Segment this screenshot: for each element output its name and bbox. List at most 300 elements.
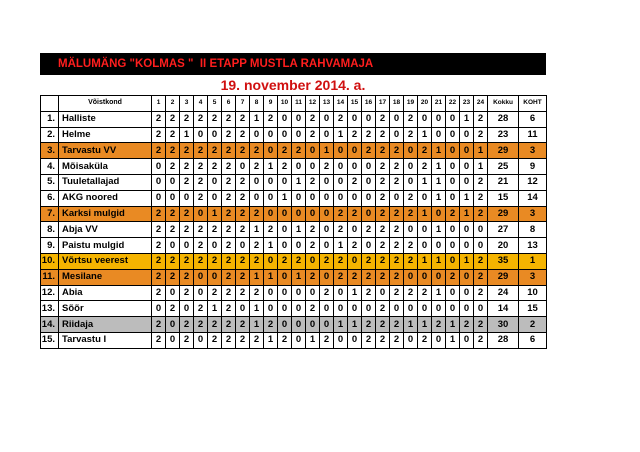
round-score: 1 xyxy=(432,190,446,206)
round-score: 1 xyxy=(432,285,446,301)
table-row xyxy=(41,285,547,301)
round-score: 0 xyxy=(264,174,278,190)
round-score: 0 xyxy=(334,143,348,159)
table-row xyxy=(41,317,547,333)
team-name: Sõõr xyxy=(59,301,152,317)
round-score: 2 xyxy=(194,111,208,127)
round-score: 1 xyxy=(474,159,488,175)
round-score: 2 xyxy=(404,285,418,301)
round-score: 2 xyxy=(376,159,390,175)
round-score: 2 xyxy=(432,317,446,333)
round-score: 2 xyxy=(180,143,194,159)
round-score: 0 xyxy=(166,285,180,301)
round-score: 2 xyxy=(362,143,376,159)
table-row xyxy=(41,127,547,143)
header-round-24: 24 xyxy=(474,96,488,112)
round-score: 1 xyxy=(348,285,362,301)
round-score: 2 xyxy=(390,159,404,175)
round-score: 2 xyxy=(376,332,390,348)
round-score: 1 xyxy=(418,317,432,333)
round-score: 1 xyxy=(264,238,278,254)
round-score: 1 xyxy=(432,253,446,269)
round-score: 2 xyxy=(348,206,362,222)
round-score: 2 xyxy=(194,143,208,159)
round-score: 2 xyxy=(250,143,264,159)
round-score: 0 xyxy=(432,301,446,317)
round-score: 1 xyxy=(446,332,460,348)
table-row xyxy=(41,332,547,348)
round-score: 1 xyxy=(208,301,222,317)
round-score: 0 xyxy=(292,301,306,317)
round-score: 2 xyxy=(278,159,292,175)
header-round-20: 20 xyxy=(418,96,432,112)
round-score: 0 xyxy=(292,190,306,206)
team-name: Paistu mulgid xyxy=(59,238,152,254)
round-score: 0 xyxy=(236,238,250,254)
round-score: 2 xyxy=(334,269,348,285)
round-score: 2 xyxy=(236,111,250,127)
round-score: 2 xyxy=(362,285,376,301)
header-round-15: 15 xyxy=(348,96,362,112)
round-score: 2 xyxy=(362,269,376,285)
round-score: 1 xyxy=(460,190,474,206)
round-score: 2 xyxy=(208,253,222,269)
round-score: 0 xyxy=(362,190,376,206)
row-number: 7. xyxy=(41,206,59,222)
round-score: 2 xyxy=(166,127,180,143)
round-score: 1 xyxy=(334,127,348,143)
round-score: 2 xyxy=(418,143,432,159)
total-score: 29 xyxy=(488,206,519,222)
round-score: 0 xyxy=(292,127,306,143)
round-score: 0 xyxy=(404,174,418,190)
round-score: 0 xyxy=(474,301,488,317)
round-score: 2 xyxy=(376,317,390,333)
round-score: 2 xyxy=(180,269,194,285)
round-score: 2 xyxy=(222,111,236,127)
header-round-11: 11 xyxy=(292,96,306,112)
round-score: 2 xyxy=(236,269,250,285)
table-row xyxy=(41,190,547,206)
round-score: 2 xyxy=(320,332,334,348)
round-score: 0 xyxy=(194,127,208,143)
round-score: 0 xyxy=(292,332,306,348)
round-score: 0 xyxy=(432,269,446,285)
round-score: 0 xyxy=(208,238,222,254)
round-score: 0 xyxy=(418,301,432,317)
round-score: 2 xyxy=(446,206,460,222)
round-score: 0 xyxy=(446,253,460,269)
total-score: 30 xyxy=(488,317,519,333)
round-score: 2 xyxy=(166,222,180,238)
round-score: 2 xyxy=(208,111,222,127)
round-score: 2 xyxy=(250,238,264,254)
round-score: 2 xyxy=(152,317,166,333)
round-score: 2 xyxy=(152,238,166,254)
header-total: Kokku xyxy=(488,96,519,112)
round-score: 1 xyxy=(306,332,320,348)
round-score: 0 xyxy=(320,301,334,317)
round-score: 2 xyxy=(152,222,166,238)
round-score: 0 xyxy=(166,332,180,348)
round-score: 2 xyxy=(474,253,488,269)
round-score: 1 xyxy=(418,253,432,269)
round-score: 0 xyxy=(180,190,194,206)
round-score: 2 xyxy=(390,332,404,348)
round-score: 2 xyxy=(152,285,166,301)
round-score: 0 xyxy=(390,111,404,127)
round-score: 0 xyxy=(418,269,432,285)
round-score: 2 xyxy=(222,301,236,317)
round-score: 0 xyxy=(278,301,292,317)
round-score: 0 xyxy=(320,111,334,127)
round-score: 2 xyxy=(222,253,236,269)
round-score: 2 xyxy=(166,269,180,285)
round-score: 2 xyxy=(320,159,334,175)
round-score: 2 xyxy=(236,222,250,238)
round-score: 0 xyxy=(320,222,334,238)
round-score: 0 xyxy=(460,174,474,190)
round-score: 0 xyxy=(446,301,460,317)
round-score: 2 xyxy=(180,285,194,301)
team-name: Tarvastu VV xyxy=(59,143,152,159)
round-score: 2 xyxy=(376,174,390,190)
round-score: 2 xyxy=(362,317,376,333)
total-score: 25 xyxy=(488,159,519,175)
row-number: 2. xyxy=(41,127,59,143)
round-score: 2 xyxy=(180,111,194,127)
round-score: 0 xyxy=(152,301,166,317)
round-score: 2 xyxy=(222,143,236,159)
table-row xyxy=(41,143,547,159)
round-score: 2 xyxy=(152,269,166,285)
round-score: 2 xyxy=(474,127,488,143)
round-score: 2 xyxy=(264,317,278,333)
round-score: 0 xyxy=(320,174,334,190)
round-score: 1 xyxy=(460,206,474,222)
round-score: 2 xyxy=(376,111,390,127)
total-score: 28 xyxy=(488,332,519,348)
round-score: 1 xyxy=(292,222,306,238)
row-number: 14. xyxy=(41,317,59,333)
round-score: 2 xyxy=(474,269,488,285)
round-score: 0 xyxy=(306,143,320,159)
header-round-13: 13 xyxy=(320,96,334,112)
round-score: 2 xyxy=(250,206,264,222)
place: 9 xyxy=(519,159,547,175)
round-score: 2 xyxy=(334,111,348,127)
round-score: 2 xyxy=(376,222,390,238)
round-score: 1 xyxy=(432,174,446,190)
round-score: 2 xyxy=(194,159,208,175)
round-score: 0 xyxy=(250,190,264,206)
round-score: 2 xyxy=(474,174,488,190)
round-score: 2 xyxy=(390,143,404,159)
place: 6 xyxy=(519,332,547,348)
team-name: Mõisaküla xyxy=(59,159,152,175)
team-name: Helme xyxy=(59,127,152,143)
round-score: 0 xyxy=(194,332,208,348)
header-round-17: 17 xyxy=(376,96,390,112)
round-score: 0 xyxy=(208,127,222,143)
round-score: 2 xyxy=(474,190,488,206)
place: 12 xyxy=(519,174,547,190)
round-score: 2 xyxy=(334,222,348,238)
row-number: 10. xyxy=(41,253,59,269)
round-score: 0 xyxy=(292,111,306,127)
header-round-2: 2 xyxy=(166,96,180,112)
round-score: 2 xyxy=(390,238,404,254)
round-score: 2 xyxy=(250,332,264,348)
total-score: 15 xyxy=(488,190,519,206)
round-score: 1 xyxy=(404,317,418,333)
round-score: 0 xyxy=(348,253,362,269)
team-name: AKG noored xyxy=(59,190,152,206)
round-score: 0 xyxy=(348,222,362,238)
round-score: 0 xyxy=(306,285,320,301)
total-score: 14 xyxy=(488,301,519,317)
table-row xyxy=(41,253,547,269)
round-score: 0 xyxy=(278,174,292,190)
round-score: 0 xyxy=(264,127,278,143)
row-number: 12. xyxy=(41,285,59,301)
round-score: 0 xyxy=(320,127,334,143)
round-score: 2 xyxy=(152,253,166,269)
team-name: Abja VV xyxy=(59,222,152,238)
round-score: 0 xyxy=(278,317,292,333)
place: 13 xyxy=(519,238,547,254)
team-name: Halliste xyxy=(59,111,152,127)
table-row xyxy=(41,238,547,254)
round-score: 0 xyxy=(446,190,460,206)
round-score: 1 xyxy=(348,317,362,333)
round-score: 2 xyxy=(222,317,236,333)
round-score: 0 xyxy=(334,301,348,317)
round-score: 2 xyxy=(404,253,418,269)
total-score: 35 xyxy=(488,253,519,269)
round-score: 0 xyxy=(460,269,474,285)
round-score: 2 xyxy=(404,111,418,127)
round-score: 2 xyxy=(404,190,418,206)
round-score: 2 xyxy=(306,238,320,254)
round-score: 2 xyxy=(362,332,376,348)
round-score: 0 xyxy=(348,143,362,159)
round-score: 2 xyxy=(152,111,166,127)
round-score: 0 xyxy=(292,159,306,175)
round-score: 2 xyxy=(264,222,278,238)
round-score: 0 xyxy=(460,238,474,254)
round-score: 2 xyxy=(306,269,320,285)
total-score: 24 xyxy=(488,285,519,301)
round-score: 2 xyxy=(180,253,194,269)
round-score: 2 xyxy=(376,238,390,254)
place: 2 xyxy=(519,317,547,333)
header-team: Võistkond xyxy=(59,96,152,112)
round-score: 2 xyxy=(152,127,166,143)
round-score: 2 xyxy=(376,143,390,159)
round-score: 0 xyxy=(334,159,348,175)
round-score: 0 xyxy=(432,127,446,143)
round-score: 2 xyxy=(194,301,208,317)
header-round-10: 10 xyxy=(278,96,292,112)
round-score: 1 xyxy=(320,143,334,159)
round-score: 2 xyxy=(194,174,208,190)
round-score: 0 xyxy=(460,159,474,175)
row-number: 6. xyxy=(41,190,59,206)
round-score: 0 xyxy=(362,174,376,190)
total-score: 20 xyxy=(488,238,519,254)
round-score: 0 xyxy=(152,190,166,206)
round-score: 2 xyxy=(320,253,334,269)
round-score: 0 xyxy=(446,238,460,254)
round-score: 0 xyxy=(278,269,292,285)
round-score: 2 xyxy=(236,253,250,269)
round-score: 1 xyxy=(446,317,460,333)
round-score: 0 xyxy=(432,206,446,222)
header-round-18: 18 xyxy=(390,96,404,112)
round-score: 2 xyxy=(166,253,180,269)
round-score: 1 xyxy=(278,190,292,206)
round-score: 2 xyxy=(166,143,180,159)
round-score: 0 xyxy=(264,206,278,222)
row-number: 3. xyxy=(41,143,59,159)
round-score: 2 xyxy=(362,253,376,269)
round-score: 1 xyxy=(418,206,432,222)
round-score: 0 xyxy=(460,301,474,317)
round-score: 0 xyxy=(278,206,292,222)
round-score: 0 xyxy=(278,238,292,254)
round-score: 0 xyxy=(474,238,488,254)
row-number: 8. xyxy=(41,222,59,238)
round-score: 2 xyxy=(194,190,208,206)
round-score: 2 xyxy=(194,238,208,254)
team-name: Tarvastu I xyxy=(59,332,152,348)
row-number: 1. xyxy=(41,111,59,127)
round-score: 2 xyxy=(236,127,250,143)
round-score: 2 xyxy=(306,301,320,317)
round-score: 1 xyxy=(334,317,348,333)
round-score: 0 xyxy=(236,159,250,175)
round-score: 2 xyxy=(236,206,250,222)
round-score: 2 xyxy=(278,253,292,269)
round-score: 2 xyxy=(222,174,236,190)
round-score: 2 xyxy=(460,317,474,333)
round-score: 0 xyxy=(460,222,474,238)
round-score: 1 xyxy=(250,317,264,333)
round-score: 0 xyxy=(152,174,166,190)
round-score: 0 xyxy=(194,206,208,222)
round-score: 1 xyxy=(180,127,194,143)
round-score: 2 xyxy=(166,111,180,127)
round-score: 0 xyxy=(460,127,474,143)
header-round-5: 5 xyxy=(208,96,222,112)
round-score: 0 xyxy=(208,190,222,206)
round-score: 2 xyxy=(334,253,348,269)
round-score: 2 xyxy=(320,285,334,301)
results-table xyxy=(40,95,547,349)
round-score: 2 xyxy=(474,111,488,127)
header-round-6: 6 xyxy=(222,96,236,112)
round-score: 2 xyxy=(474,317,488,333)
round-score: 1 xyxy=(460,253,474,269)
round-score: 2 xyxy=(418,285,432,301)
round-score: 1 xyxy=(474,143,488,159)
round-score: 1 xyxy=(264,332,278,348)
round-score: 2 xyxy=(390,317,404,333)
round-score: 2 xyxy=(236,190,250,206)
table-row xyxy=(41,159,547,175)
round-score: 2 xyxy=(152,143,166,159)
round-score: 2 xyxy=(152,332,166,348)
place: 6 xyxy=(519,111,547,127)
round-score: 0 xyxy=(264,190,278,206)
round-score: 2 xyxy=(250,253,264,269)
round-score: 0 xyxy=(264,285,278,301)
round-score: 0 xyxy=(404,301,418,317)
round-score: 2 xyxy=(376,127,390,143)
round-score: 0 xyxy=(306,317,320,333)
header-number xyxy=(41,96,59,112)
round-score: 2 xyxy=(278,143,292,159)
round-score: 1 xyxy=(250,269,264,285)
round-score: 0 xyxy=(320,206,334,222)
round-score: 0 xyxy=(348,190,362,206)
round-score: 0 xyxy=(194,285,208,301)
round-score: 2 xyxy=(236,317,250,333)
place: 3 xyxy=(519,206,547,222)
round-score: 2 xyxy=(222,190,236,206)
round-score: 0 xyxy=(432,332,446,348)
round-score: 2 xyxy=(474,285,488,301)
header-round-1: 1 xyxy=(152,96,166,112)
round-score: 0 xyxy=(348,332,362,348)
round-score: 2 xyxy=(236,174,250,190)
round-score: 0 xyxy=(390,190,404,206)
total-score: 27 xyxy=(488,222,519,238)
team-name: Abia xyxy=(59,285,152,301)
round-score: 0 xyxy=(404,143,418,159)
round-score: 0 xyxy=(446,127,460,143)
round-score: 2 xyxy=(222,332,236,348)
header-round-16: 16 xyxy=(362,96,376,112)
round-score: 1 xyxy=(264,159,278,175)
round-score: 0 xyxy=(320,190,334,206)
header-round-19: 19 xyxy=(404,96,418,112)
round-score: 0 xyxy=(460,285,474,301)
round-score: 0 xyxy=(432,238,446,254)
round-score: 1 xyxy=(292,269,306,285)
round-score: 2 xyxy=(306,127,320,143)
round-score: 2 xyxy=(390,253,404,269)
round-score: 2 xyxy=(362,127,376,143)
round-score: 0 xyxy=(208,174,222,190)
header-round-23: 23 xyxy=(460,96,474,112)
round-score: 2 xyxy=(152,206,166,222)
round-score: 2 xyxy=(236,285,250,301)
round-score: 0 xyxy=(292,238,306,254)
round-score: 2 xyxy=(222,159,236,175)
round-score: 2 xyxy=(236,143,250,159)
round-score: 2 xyxy=(180,222,194,238)
place: 1 xyxy=(519,253,547,269)
round-score: 0 xyxy=(474,222,488,238)
round-score: 0 xyxy=(418,190,432,206)
round-score: 2 xyxy=(376,206,390,222)
round-score: 1 xyxy=(250,222,264,238)
round-score: 0 xyxy=(404,332,418,348)
round-score: 0 xyxy=(320,238,334,254)
round-score: 0 xyxy=(418,238,432,254)
